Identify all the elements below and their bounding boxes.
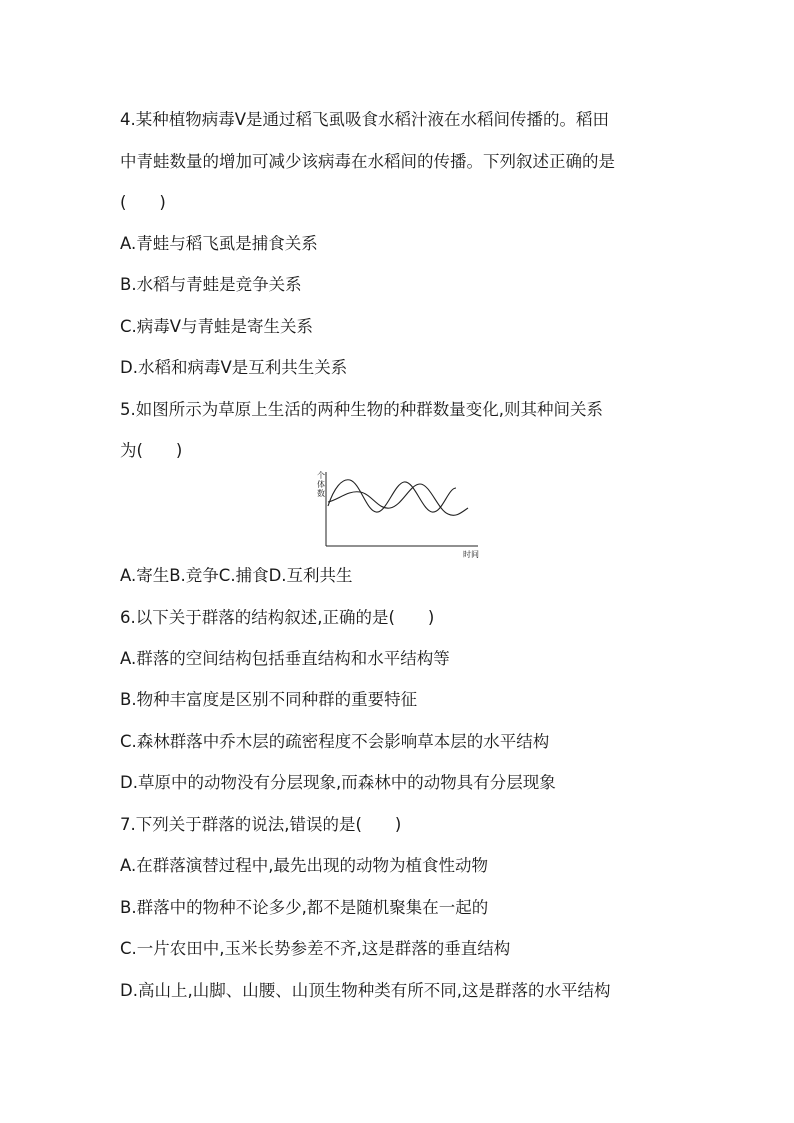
- q4-stem-line1: 4.某种植物病毒Ⅴ是通过稻飞虱吸食水稻汁液在水稻间传播的。稻田: [120, 110, 610, 129]
- q4-option-a: A.青蛙与稻飞虱是捕食关系: [120, 234, 318, 253]
- q4-stem-line2: 中青蛙数量的增加可减少该病毒在水稻间的传播。下列叙述正确的是: [120, 152, 615, 171]
- y-axis-label-char-1: 个: [317, 471, 325, 480]
- x-axis-label: 时间: [463, 550, 479, 559]
- q7-option-c: C.一片农田中,玉米长势参差不齐,这是群落的垂直结构: [120, 939, 511, 958]
- q6-option-c: C.森林群落中乔木层的疏密程度不会影响草本层的水平结构: [120, 732, 550, 751]
- q4-option-d: D.水稻和病毒Ⅴ是互利共生关系: [120, 358, 348, 377]
- q6-stem: 6.以下关于群落的结构叙述,正确的是( ): [120, 608, 435, 627]
- y-axis-label-char-2: 体: [317, 480, 325, 489]
- q4-option-b: B.水稻与青蛙是竞争关系: [120, 275, 302, 294]
- q6-option-b: B.物种丰富度是区别不同种群的重要特征: [120, 690, 418, 709]
- population-chart: [310, 466, 490, 564]
- q6-option-a: A.群落的空间结构包括垂直结构和水平结构等: [120, 649, 450, 668]
- population-curve-2: [328, 484, 468, 515]
- q7-stem: 7.下列关于群落的说法,错误的是( ): [120, 815, 402, 834]
- q4-answer-bracket: ( ): [120, 193, 166, 212]
- q7-option-a: A.在群落演替过程中,最先出现的动物为植食性动物: [120, 856, 488, 875]
- q5-options: A.寄生B.竞争C.捕食D.互利共生: [120, 566, 353, 585]
- q6-option-d: D.草原中的动物没有分层现象,而森林中的动物具有分层现象: [120, 773, 556, 792]
- q7-option-b: B.群落中的物种不论多少,都不是随机聚集在一起的: [120, 898, 489, 917]
- y-axis-label-char-3: 数: [317, 489, 325, 498]
- q7-option-d: D.高山上,山脚、山腰、山顶生物种类有所不同,这是群落的水平结构: [120, 981, 611, 1000]
- q5-stem-line2: 为( ): [120, 441, 183, 460]
- q5-stem-line1: 5.如图所示为草原上生活的两种生物的种群数量变化,则其种间关系: [120, 400, 603, 419]
- q4-option-c: C.病毒Ⅴ与青蛙是寄生关系: [120, 317, 314, 336]
